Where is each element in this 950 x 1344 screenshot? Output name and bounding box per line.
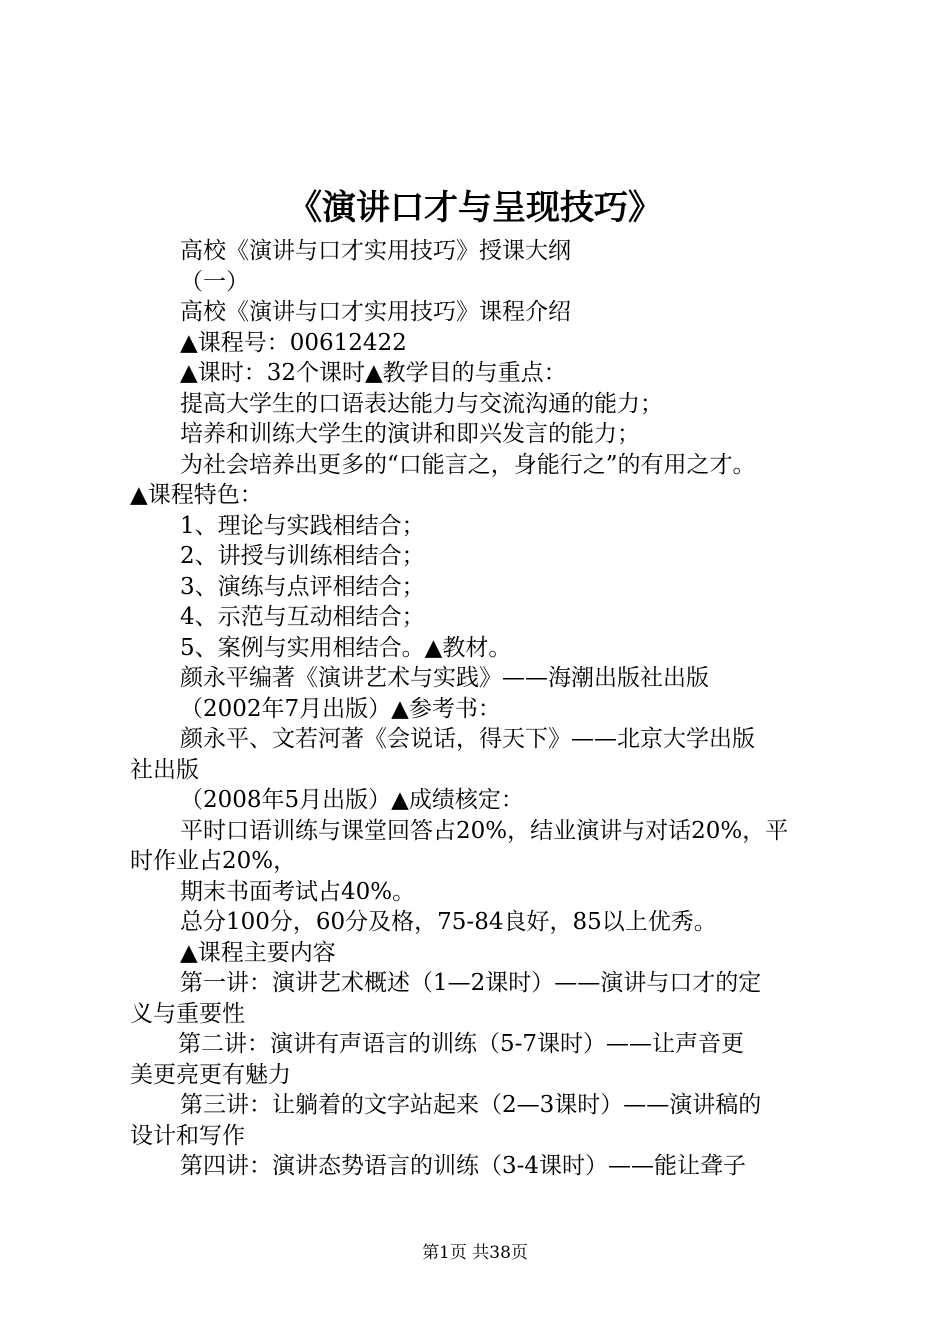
- text-line: ▲课程特色：: [130, 482, 263, 508]
- document-body: [130, 236, 840, 1182]
- text-line: 第四讲：演讲态势语言的训练（3-4课时）——能让聋子: [180, 1153, 747, 1179]
- text-line: 培养和训练大学生的演讲和即兴发言的能力；: [180, 421, 640, 447]
- text-line: 高校《演讲与口才实用技巧》课程介绍: [180, 299, 571, 325]
- text-line: 为社会培养出更多的“口能言之，身能行之”的有用之才。: [180, 451, 756, 478]
- page-number: 第1页 共38页: [422, 1243, 528, 1263]
- text-line: 第三讲：让躺着的文字站起来（2—3课时）——演讲稿的: [180, 1092, 762, 1118]
- text-line: 提高大学生的口语表达能力与交流沟通的能力；: [180, 390, 663, 417]
- text-line: 高校《演讲与口才实用技巧》授课大纲: [180, 238, 571, 264]
- text-line: ▲课时：32个课时▲教学目的与重点：: [180, 360, 567, 386]
- list-item: 2、讲授与训练相结合；: [180, 543, 425, 569]
- text-line: 义与重要性: [130, 1000, 245, 1027]
- text-line: 设计和写作: [130, 1122, 245, 1149]
- document-title: 《演讲口才与呈现技巧》: [288, 188, 662, 228]
- text-line: 期末书面考试占40%。: [180, 878, 416, 905]
- list-item: 1、理论与实践相结合；: [180, 512, 425, 539]
- text-line: 颜永平编著《演讲艺术与实践》——海潮出版社出版: [180, 665, 709, 691]
- text-line: 时作业占20%，: [130, 848, 297, 874]
- text-line: 平时口语训练与课堂回答占20%，结业演讲与对话20%，平: [180, 817, 789, 844]
- text-line: ▲课程主要内容: [180, 939, 336, 966]
- text-line: （2008年5月出版）▲成绩核定：: [180, 787, 524, 813]
- text-line: （一）: [180, 268, 249, 295]
- text-line: ▲课程号：00612422: [180, 329, 407, 356]
- text-line: （2002年7月出版）▲参考书：: [180, 695, 501, 722]
- list-item: 3、演练与点评相结合；: [180, 573, 425, 600]
- list-item: 4、示范与互动相结合；: [180, 604, 425, 630]
- text-line: 美更亮更有魅力: [130, 1061, 291, 1088]
- text-line: 社出版: [130, 756, 199, 783]
- text-line: 第二讲：演讲有声语言的训练（5-7课时）——让声音更: [178, 1031, 745, 1057]
- text-line: 颜永平、文若河著《会说话，得天下》——北京大学出版: [180, 726, 755, 752]
- text-line: 总分100分，60分及格，75-84良好，85以上优秀。: [180, 909, 717, 935]
- list-item: 5、案例与实用相结合。▲教材。: [180, 634, 512, 661]
- text-line: 第一讲：演讲艺术概述（1—2课时）——演讲与口才的定: [180, 970, 762, 996]
